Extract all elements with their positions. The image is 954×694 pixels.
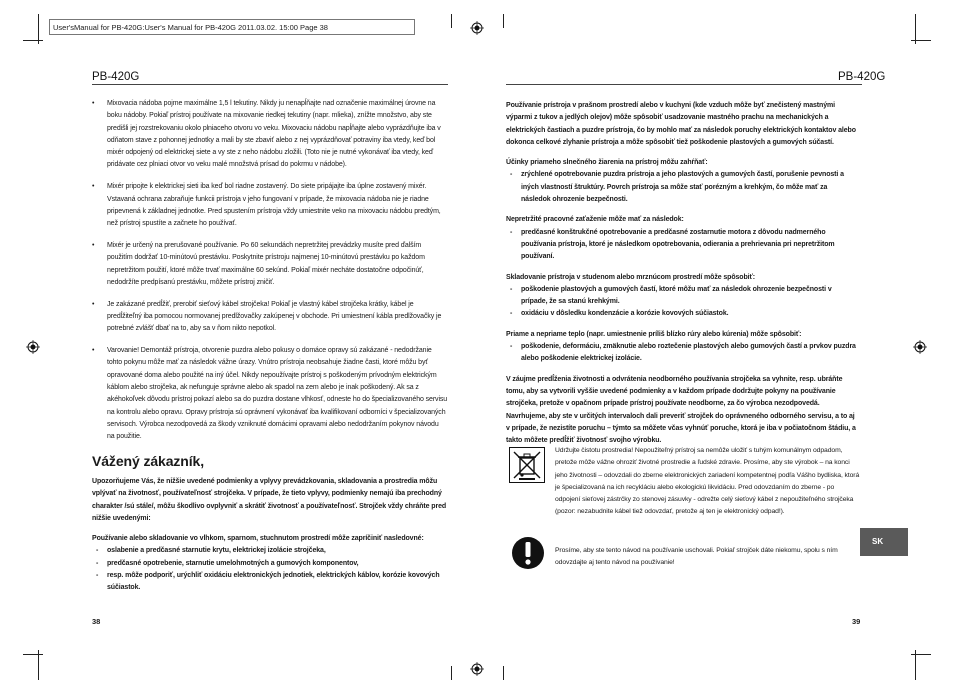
intro-paragraph: Upozorňujeme Vás, že nižšie uvedené podmienky a vplyvy prevádzkovania, skladovania a prostredia môžu vplývať na životnosť, používateľnosť strojčeka. V prípade, že tieto vplyvy, podmienky nemajú iba prechodný charakter /sú stále/, môžu škodlivo ovplyvniť a skrátiť životnosť a používateľnosť. Strojček vždy chráňte pred nižšie uvedenými: xyxy=(92,477,447,522)
crop-mark xyxy=(503,14,504,28)
header-rule-left xyxy=(92,84,448,85)
bullet-item: • Varovanie! Demontáž prístroja, otvorenie puzdra alebo pokusy o domáce opravy sú zakázané - nedodržanie tohto pokynu môže mať za následok vážne úrazy. Vnútro prístroja neobsahuje žiadne časti, ktoré môžu byť opravované doma alebo použité na iný účel. Nikdy nepoužívajte prístroj s poškodeným prívodným elektrickým káblom alebo strojčeka, ak nefunguje správne alebo ak spadol na zem alebo je inak poškodený. Ak sa z akéhokoľvek dôvodu prístroj pokazí alebo sa do puzdra dostane vlhkosť, odneste ho do špecializovaného servisu na kontrolu alebo opravu. Opravy prístroja sú oprávnení vykonávať iba kvalifikovaní odborníci v špecializovaných servisoch. Výrobca nezodpovedá za škody vzniknuté domácimi opravami alebo nedodržaním pokynov návodu na použitie. xyxy=(92,345,448,443)
model-label-right: PB-420G xyxy=(838,71,886,83)
dash-item: - poškodenie plastových a gumových častí, ktoré môžu mať za následok ohrozenie bezpečnosti v prípade, že sa stanú krehkými. xyxy=(506,284,858,309)
print-slug: User'sManual for PB-420G:User's Manual for PB-420G 2011.03.02. 15:00 Page 38 xyxy=(49,19,415,35)
crop-mark xyxy=(451,666,452,680)
dash-item: - predčasné opotrebenie, starnutie umelohmotných a gumových komponentov, xyxy=(92,558,448,570)
dash-item: - oslabenie a predčasné starnutie krytu, elektrickej izolácie strojčeka, xyxy=(92,545,448,557)
dash-item: - poškodenie, deformáciu, zmäknutie alebo roztečenie plastových alebo gumových častí a prvkov puzdra alebo poškodenie elektrickej izolácie. xyxy=(506,341,858,366)
crop-mark xyxy=(911,40,931,41)
crop-mark xyxy=(503,666,504,680)
crop-mark xyxy=(23,654,43,655)
dash-item: - predčasné konštrukčné opotrebovanie a predčasné zostarnutie motora z dôvodu nadmerného používania prístroja, ktoré je následkom opotrebovania, odierania a prehrievania pri nepretržitom používaní. xyxy=(506,227,858,264)
registration-mark-icon xyxy=(26,340,40,354)
section-heading: Vážený zákazník, xyxy=(92,452,205,469)
registration-mark-icon xyxy=(913,340,927,354)
crop-mark xyxy=(23,40,43,41)
bullet-item: • Mixér pripojte k elektrickej sieti iba keď bol riadne zostavený. Do siete pripájajte iba úplne zostavený mixér. Vstavaná ochrana zabraňuje funkcii prístroja v jeho fungovaní v prípade, že mixovacia nádoba nie je riadne pripevnená k základnej jednotke. Pred spustením prístroja vždy umiestnite veko na mixovaciu nádobu predtým, než prístroj spustíte a začnete ho používať. xyxy=(92,181,448,230)
humid-title: Používanie alebo skladovanie vo vlhkom, sparnom, stuchnutom prostredí môže zapríčiniť nasledovné: xyxy=(92,535,424,543)
right-column xyxy=(506,100,858,447)
bullet-item: • Mixér je určený na prerušované používanie. Po 60 sekundách nepretržitej prevádzky musíte pred ďalším použitím dodržať 10-minútovú prestávku. Poskytnite prístroju najmenej 10-minútovú prestávku po každom nepretržitom použití, ktoré môže trvať maximálne 60 sekúnd. Pokiaľ mixér necháte dostatočne odpočinúť, nedodržíte predpísanú prestávku, môžete prístroj zničiť. xyxy=(92,240,448,289)
bullet-item: • Je zakázané predĺžiť, prerobiť sieťový kábel strojčeka! Pokiaľ je vlastný kábel strojčeka krátky, kábel je predĺžiteľný iba pomocou normovanej predlžovačky zakúpenej v obchode. Pri umiestnení kábla predlžovačky je potrebné zvlášť dbať na to, aby sa v ňom nikto nepotkol. xyxy=(92,299,448,336)
registration-mark-icon xyxy=(470,21,484,35)
exclamation-icon xyxy=(511,536,545,570)
page-number-right: 39 xyxy=(852,617,861,626)
crop-mark xyxy=(911,654,931,655)
recycle-text: Udržujte čistotu prostredia! Nepoužiteľný prístroj sa nemôže uložiť s tuhým komunálnym odpadom, pretože môže vážne ohroziť životné prostredie a ľudské zdravie. Prosíme, aby ste výrobok – na konci jeho životnosti – odovzdali do zberne elektronických zariadení kompetentnej podľa Vášho bydliska, ktorá je špecializovaná na ich recykláciu alebo ekologickú likvidáciu. Pred odovzdaním do zberne - po odpojení sieťovej zástrčky zo stenovej zásuvky - odrežte celý sieťový kábel z nepoužiteľného strojčeka (pozor: nezabudnite kábel tiež odovzdať, pretože aj ten je elektronický odpad!). xyxy=(555,447,860,516)
final-paragraph: V záujme predĺženia životnosti a odvrátenia neodborného používania strojčeka sa vyhnite, resp. ubráňte tomu, aby sa vytvorili vyššie uvedené podmienky a v každom prípade dodržujte pokyny na používanie strojčeka, pretože v opačnom prípade prístroj používate neodborne, za čo výrobca nezodpovedá. Navrhujeme, aby ste v určitých intervaloch dali preveriť strojček do oprávneného odborného servisu, a to aj v prípade, že nezistíte poruchu – týmto sa môžete včas vyhnúť poruche, ktorá je iba v počiatočnom štádiu, a takto môžete predĺžiť životnosť svojho výrobku. xyxy=(506,375,856,445)
crop-mark xyxy=(451,14,452,28)
page-number-left: 38 xyxy=(92,617,101,626)
header-rule-right xyxy=(506,84,862,85)
notice-text: Prosíme, aby ste tento návod na používanie uschovali. Pokiaľ strojček dáte niekomu, spolu s ním odovzdajte aj tento návod na používanie! xyxy=(555,547,838,567)
bullet-item: • Mixovacia nádoba pojme maximálne 1,5 l tekutiny. Nikdy ju nenapĺňajte nad označenie maximálnej úrovne na boku nádoby. Pokiaľ prístroj používate na mixovanie riedkej tekutiny (napr. mlieka), znížte množstvo, aby ste predišli jej rozstrekovaniu okolo plniaceho otvoru vo veku. Mixovaciu nádobu napĺňajte alebo vyprázdňujte iba v odňatom stave z pohonnej jednotky a mali by ste zbaviť alebo z nej vyprázdňovať potraviny iba vtedy, keď bol mixér odpojený od elektrickej siete a vy ste z neho nádobu zložili. (Toto nie je nutné vykonávať iba vtedy, keď pridávate cez plniaci otvor vo veku malé množstvá prísad do pokrmu v nádobe). xyxy=(92,98,448,172)
registration-mark-icon xyxy=(470,662,484,676)
dust-paragraph: Používanie prístroja v prašnom prostredí alebo v kuchyni (kde vzduch môže byť znečistený mastnými výparmi z tukov a jedlých olejov) môže spôsobiť usadzovanie mastného prachu na mechanických a elektrických častiach a puzdre prístroja, čo by mohlo mať za následok poruchy elektrických kontaktov alebo dokonca celkové zlyhanie prístroja a môže spôsobiť tiež poškodenie plastových a gumových súčastí. xyxy=(506,102,856,146)
heat-title: Priame a nepriame teplo (napr. umiestnenie príliš blízko rúry alebo kúrenia) môže spôsobiť: xyxy=(506,330,802,338)
dash-item: - zrýchlené opotrebovanie puzdra prístroja a jeho plastových a gumových častí, porušenie pevnosti a iných vlastností štruktúry. Povrch prístroja sa môže stať porézným a krehkým, čo môže mať za následok ohrozenie bezpečnosti. xyxy=(506,169,858,206)
crossed-bin-icon xyxy=(509,447,545,483)
left-column xyxy=(92,98,448,595)
cold-title: Skladovanie prístroja v studenom alebo mrznúcom prostredí môže spôsobiť: xyxy=(506,273,755,281)
language-tab: SK xyxy=(860,528,908,556)
dash-item: - resp. môže podporiť, urýchliť oxidáciu elektronických jednotiek, elektrických káblov, korózie kovových súčiastok. xyxy=(92,570,448,595)
dash-item: - oxidáciu v dôsledku kondenzácie a korózie kovových súčiastok. xyxy=(506,308,858,320)
load-title: Nepretržité pracovné zaťaženie môže mať za následok: xyxy=(506,216,684,224)
sun-title: Účinky priameho slnečného žiarenia na prístroj môžu zahŕňať: xyxy=(506,159,708,167)
model-label-left: PB-420G xyxy=(92,71,140,83)
